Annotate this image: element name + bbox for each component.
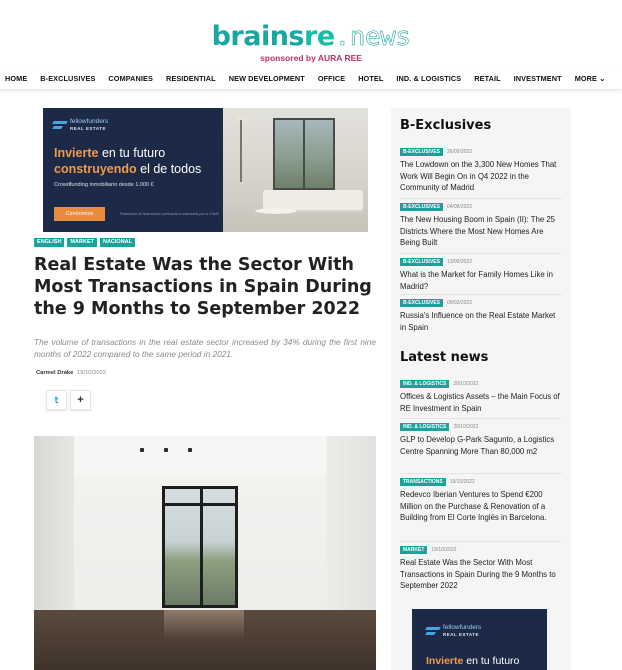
ad-headline-rest: en tu futuro — [463, 655, 520, 667]
photo-window — [162, 486, 238, 608]
ad-brand — [426, 624, 481, 638]
sidebar-exclusive-item[interactable] — [400, 298, 562, 333]
nav-item-retail[interactable]: RETAIL — [474, 74, 501, 83]
divider — [400, 473, 562, 474]
tag-market[interactable]: MARKET — [67, 238, 97, 247]
ceiling-light-icon — [188, 448, 192, 452]
sidebar-item-title[interactable]: Redevco Iberian Ventures to Spend €200 Million on the Purchase & Renovation of a Building from El Corte Inglés in Barcelona. — [400, 490, 547, 522]
sidebar-date: 19/10/2022 — [431, 546, 457, 553]
ad-headline-1-rest: en tu futuro — [98, 146, 166, 160]
ad-fineprint: Plataforma de financiación participativa autorizada por la CNMV — [120, 212, 220, 216]
sponsor-line: sponsored by AURA REE — [260, 53, 362, 63]
ad-headline — [426, 655, 519, 667]
article-excerpt: The volume of transactions in the real estate sector increased by 34% during the first nine months of 2022 compared to the same period in 2021. — [34, 337, 376, 359]
sidebar-tag[interactable]: TRANSACTIONS — [400, 478, 446, 486]
article-headline: Real Estate Was the Sector With Most Transactions in Spain During the 9 Months to September 2022 — [34, 255, 372, 319]
ad-headline-1 — [54, 146, 165, 160]
ad-photo — [223, 108, 368, 232]
twitter-share-button[interactable] — [46, 390, 67, 410]
nav-item-hotel[interactable]: HOTEL — [358, 74, 384, 83]
logo-text-re: re — [304, 21, 335, 52]
ceiling-light-icon — [140, 448, 144, 452]
ad-photo-window — [273, 118, 335, 190]
ad-headline-2-bold: construyendo — [54, 162, 137, 176]
ad-headline-2 — [54, 162, 201, 176]
ad-photo-table — [255, 208, 297, 214]
sidebar-item-title[interactable]: Offices & Logistics Assets – the Main Focus of RE Investment in Spain — [400, 392, 560, 413]
sidebar-date: 26/09/2022 — [446, 148, 472, 155]
logo-text-brains: brains — [211, 21, 304, 52]
sidebar-date: 20/10/2022 — [453, 423, 479, 430]
ad-brand-name: fellowfunders — [70, 118, 109, 125]
photo-ceiling — [34, 436, 376, 476]
ad-brand — [53, 118, 108, 132]
more-share-button[interactable] — [70, 390, 91, 410]
ad-banner-sidebar[interactable] — [412, 609, 547, 670]
twitter-icon: 𝗍 — [54, 395, 59, 405]
article-byline — [36, 370, 106, 376]
nav-item-office[interactable]: OFFICE — [317, 74, 346, 83]
sidebar-item-title[interactable]: Russia's Influence on the Real Estate Market in Spain — [400, 311, 556, 332]
divider — [400, 294, 562, 295]
main-nav — [0, 68, 622, 90]
sidebar-item-title[interactable]: What is the Market for Family Homes Like in Madrid? — [400, 270, 553, 291]
tag-english[interactable]: ENGLISH — [34, 238, 64, 247]
share-buttons — [46, 390, 94, 410]
nav-item-residential[interactable]: RESIDENTIAL — [165, 74, 216, 83]
sidebar-date: 20/10/2022 — [453, 380, 479, 387]
sidebar-item-title[interactable]: Real Estate Was the Sector With Most Transactions in Spain During the 9 Months to September 2022 — [400, 558, 556, 590]
sidebar-tag[interactable]: B-EXCLUSIVES — [400, 299, 443, 307]
divider — [400, 418, 562, 419]
divider — [400, 541, 562, 542]
divider — [400, 198, 562, 199]
nav-item-b-exclusives[interactable]: B-EXCLUSIVES — [40, 74, 96, 83]
sidebar-latest-item[interactable] — [400, 545, 562, 592]
tag-nacional[interactable]: NACIONAL — [100, 238, 135, 247]
article-author[interactable]: Carmel Drake — [36, 370, 74, 376]
fellowfunders-logo-icon — [53, 121, 67, 130]
article-date: 19/10/2022 — [77, 370, 107, 376]
fellowfunders-logo-icon — [426, 627, 440, 636]
sidebar-title-exclusives[interactable]: B-Exclusives — [400, 118, 492, 133]
sidebar-date: 04/08/2022 — [446, 203, 472, 210]
sidebar-item-title[interactable]: GLP to Develop G-Park Sagunto, a Logistics Centre Spanning More Than 80,000 m2 — [400, 435, 555, 456]
nav-item-investment[interactable]: INVESTMENT — [513, 74, 562, 83]
sidebar-item-title[interactable]: The New Housing Boom in Spain (II): The 25 Districts Where the Most New Homes Are Being Built — [400, 215, 556, 247]
ad-cta-button[interactable]: Conócenos — [54, 207, 105, 221]
nav-item-more[interactable]: MORE ⌄ — [574, 74, 606, 83]
sidebar-tag[interactable]: IND. & LOGISTICS — [400, 380, 449, 388]
ad-headline-bold: Invierte — [426, 655, 464, 667]
sidebar-item-title[interactable]: The Lowdown on the 3,300 New Homes That Work Will Begin On in Q4 2022 in the Community of Madrid — [400, 160, 557, 192]
ad-subtitle: Crowdfunding inmobiliario desde 1.000 € — [54, 182, 154, 188]
sidebar-date: 09/03/2022 — [446, 299, 472, 306]
logo-text-news: .news — [334, 22, 411, 52]
ad-headline-2-rest: el de todos — [136, 162, 202, 176]
sidebar-tag[interactable]: B-EXCLUSIVES — [400, 148, 443, 156]
sidebar-exclusive-item[interactable] — [400, 202, 562, 249]
ad-brand-sub: REAL ESTATE — [70, 126, 107, 131]
sidebar-tag[interactable]: B-EXCLUSIVES — [400, 258, 443, 266]
site-header — [0, 22, 622, 63]
sidebar-date: 19/10/2022 — [449, 478, 475, 485]
plus-icon: + — [77, 394, 84, 406]
sidebar-tag[interactable]: MARKET — [400, 546, 427, 554]
photo-floor — [34, 610, 376, 670]
ad-photo-sofa — [263, 190, 363, 210]
sidebar-exclusive-item[interactable] — [400, 257, 562, 292]
ad-photo-lamp — [240, 120, 242, 182]
ad-brand-name: fellowfunders — [443, 624, 482, 631]
ad-headline-1-bold: Invierte — [54, 146, 99, 160]
sidebar-date: 13/06/2022 — [446, 258, 472, 265]
site-logo[interactable] — [0, 22, 622, 52]
ceiling-light-icon — [164, 448, 168, 452]
sidebar-tag[interactable]: B-EXCLUSIVES — [400, 203, 443, 211]
nav-item-home[interactable]: HOME — [5, 74, 28, 83]
nav-item-companies[interactable]: COMPANIES — [108, 74, 153, 83]
article-tags — [34, 238, 138, 247]
ad-brand-sub: REAL ESTATE — [443, 632, 480, 637]
sidebar-title-latest[interactable]: Latest news — [400, 350, 489, 365]
sidebar-tag[interactable]: IND. & LOGISTICS — [400, 423, 449, 431]
sidebar-exclusive-item[interactable] — [400, 147, 562, 194]
sidebar-latest-item[interactable] — [400, 422, 562, 457]
sidebar-latest-item[interactable] — [400, 379, 562, 414]
sidebar-latest-item[interactable] — [400, 477, 562, 524]
article-featured-image — [34, 436, 376, 670]
divider — [400, 253, 562, 254]
ad-banner-main[interactable] — [43, 108, 368, 232]
nav-item-logistics[interactable]: IND. & LOGISTICS — [396, 74, 462, 83]
nav-item-new-development[interactable]: NEW DEVELOPMENT — [228, 74, 305, 83]
